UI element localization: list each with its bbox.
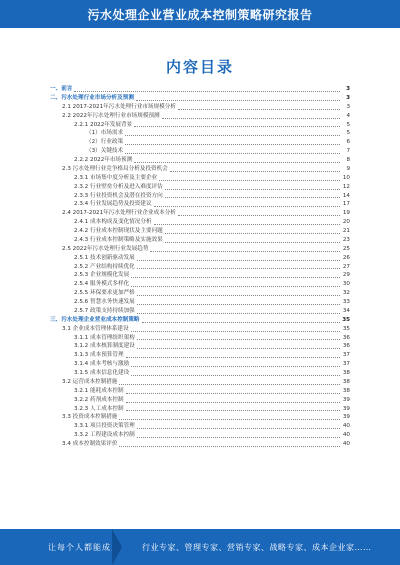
toc-entry-page: 4: [346, 112, 350, 119]
toc-leader-dots: [165, 189, 340, 190]
toc-entry[interactable]: [50, 85, 350, 94]
toc-entry[interactable]: [50, 378, 350, 387]
toc-entry-text: 3.1.1 成本管理组织架构: [74, 334, 135, 341]
toc-leader-dots: [154, 224, 340, 225]
toc-entry[interactable]: [50, 236, 350, 245]
toc-entry[interactable]: [50, 271, 350, 280]
toc-entry-page: 35: [342, 316, 350, 323]
toc-entry-text: 3.2.3 人工成本控制: [74, 405, 124, 412]
toc-leader-dots: [137, 313, 340, 314]
toc-leader-dots: [170, 171, 340, 172]
toc-leader-dots: [136, 100, 340, 101]
toc-entry-page: 38: [342, 378, 350, 385]
toc-entry[interactable]: [50, 289, 350, 298]
toc-entry-page: 26: [342, 254, 350, 261]
toc-entry[interactable]: [50, 342, 350, 351]
toc-entry-page: 40: [342, 423, 350, 430]
toc-entry-text: 2.3.4 行业发展趋势及投资建议: [74, 201, 152, 208]
toc-entry-page: 37: [342, 361, 350, 368]
toc-leader-dots: [142, 322, 340, 323]
report-title: 污水处理企业营业成本控制策略研究报告: [87, 7, 313, 22]
toc-entry-text: 2.5.3 企业规模化发展: [74, 272, 130, 279]
toc-entry-page: 36: [342, 343, 350, 350]
toc-entry-text: 2.5.2 产业结构持续优化: [74, 263, 135, 270]
toc-entry[interactable]: [50, 263, 350, 272]
toc-leader-dots: [178, 215, 340, 216]
toc-entry-text: 3.2 运营成本控制措施: [62, 378, 118, 385]
toc-entry-text: 2.3.2 行业壁垒分析及进入难度评估: [74, 183, 163, 190]
toc-entry[interactable]: [50, 360, 350, 369]
toc-entry-page: 3: [346, 86, 350, 92]
toc-leader-dots: [165, 233, 340, 234]
toc-entry-page: 40: [342, 432, 350, 439]
toc-entry-page: 38: [342, 387, 350, 394]
toc-entry-text: 2.5.6 智慧水务快速发展: [74, 299, 135, 305]
toc-entry-text: 3.3.2 工程建设成本控制: [74, 432, 135, 439]
toc-entry-page: 25: [342, 245, 350, 252]
toc-entry-page: 39: [342, 396, 350, 403]
toc-entry-page: 39: [342, 414, 350, 421]
toc-entry-page: 23: [342, 236, 350, 243]
toc-entry-text: 3.1.5 成本信息化建设: [74, 370, 130, 376]
footer-arrow-icon: [112, 529, 122, 565]
toc-entry-page: 7: [346, 148, 350, 155]
toc-entry[interactable]: [50, 200, 350, 209]
toc-entry[interactable]: [50, 431, 350, 440]
toc-entry[interactable]: [50, 396, 350, 405]
toc-entry-text: 2.3.1 市场集中度分析及主要企业: [74, 174, 158, 181]
toc-entry-text: 2.5 2022年污水处理行业发展趋势: [62, 245, 149, 252]
toc-entry-page: 35: [342, 325, 350, 332]
toc-entry-text: 2.3 污水处理行业竞争格局分析及投资机会: [62, 165, 168, 172]
toc-leader-dots: [125, 135, 340, 136]
footer-bar: [0, 529, 400, 565]
toc-entry[interactable]: [50, 369, 350, 378]
toc-entry-text: 2.2.1 2022年发展背景: [74, 121, 133, 128]
toc-entry-page: 5: [346, 121, 350, 128]
toc-leader-dots: [165, 242, 340, 243]
toc-entry-page: 8: [346, 157, 350, 163]
toc-entry-page: 36: [342, 334, 350, 341]
toc-leader-dots: [159, 180, 340, 181]
toc-leader-dots: [131, 375, 340, 376]
toc-leader-dots: [126, 393, 340, 394]
toc-entry[interactable]: [50, 334, 350, 343]
toc-leader-dots: [131, 286, 340, 287]
toc-entry-page: 34: [342, 307, 350, 314]
toc-entry[interactable]: [50, 254, 350, 263]
toc-entry[interactable]: [50, 129, 350, 138]
toc-entry-page: 5: [346, 130, 350, 137]
toc-leader-dots: [137, 260, 340, 261]
table-of-contents: [50, 85, 350, 449]
toc-entry-page: 21: [342, 228, 350, 234]
toc-entry[interactable]: [50, 103, 350, 112]
toc-entry-text: 3.1.3 成本预算管理: [74, 352, 124, 359]
toc-entry-text: 3.1 企业成本管理体系建设: [62, 325, 129, 332]
toc-entry[interactable]: [50, 147, 350, 156]
toc-entry-page: 9: [346, 165, 350, 172]
toc-leader-dots: [134, 162, 340, 163]
toc-entry-text: （1）市场需求: [86, 130, 124, 137]
toc-entry-page: 3: [346, 103, 350, 110]
toc-leader-dots: [126, 357, 340, 358]
toc-entry[interactable]: [50, 405, 350, 414]
toc-entry-page: 17: [342, 201, 350, 208]
toc-leader-dots: [137, 268, 340, 269]
toc-leader-dots: [162, 118, 340, 119]
toc-entry[interactable]: [50, 192, 350, 201]
toc-entry[interactable]: [50, 209, 350, 218]
toc-leader-dots: [137, 304, 340, 305]
toc-leader-dots: [126, 402, 340, 403]
toc-entry-page: 38: [342, 370, 350, 376]
toc-entry-page: 12: [342, 183, 350, 190]
toc-entry-text: 3.4 成本控制效果评价: [62, 441, 118, 447]
toc-leader-dots: [137, 437, 340, 438]
toc-entry-text: 一、前言: [50, 86, 73, 92]
toc-entry-text: （2）行业政策: [86, 139, 124, 146]
toc-entry-text: 2.2 2022年污水处理行业市场规模预测: [62, 112, 160, 119]
toc-entry-text: 2.5.7 政策支持持续加强: [74, 307, 135, 314]
toc-entry[interactable]: [50, 121, 350, 130]
toc-entry-text: 2.1 2017-2021年污水处理行业市场规模分析: [62, 103, 176, 110]
toc-entry-text: 2.4.1 成本构成及变化情况分析: [74, 219, 152, 226]
toc-entry-text: 3.3.1 项目投资决策管理: [74, 423, 135, 430]
toc-entry[interactable]: [50, 165, 350, 174]
toc-entry[interactable]: [50, 218, 350, 227]
toc-entry-page: 33: [342, 299, 350, 305]
toc-leader-dots: [165, 197, 340, 198]
toc-entry-page: 37: [342, 352, 350, 359]
toc-entry-text: 2.3.3 行业投资机会及潜在投资方向: [74, 192, 163, 199]
toc-entry-page: 19: [342, 210, 350, 217]
toc-entry-page: 32: [342, 290, 350, 297]
toc-entry[interactable]: [50, 183, 350, 192]
toc-entry-text: 三、污水处理企业营业成本控制策略: [50, 316, 140, 323]
toc-entry-page: 40: [342, 441, 350, 447]
toc-entry-page: 10: [342, 174, 350, 181]
toc-entry[interactable]: [50, 112, 350, 121]
toc-entry[interactable]: [50, 440, 350, 449]
toc-entry-page: 29: [342, 272, 350, 279]
toc-entry[interactable]: [50, 351, 350, 360]
toc-entry[interactable]: [50, 245, 350, 254]
toc-entry[interactable]: [50, 387, 350, 396]
toc-entry-text: 3.1.4 成本考核与激励: [74, 361, 130, 368]
toc-leader-dots: [119, 419, 340, 420]
toc-leader-dots: [131, 331, 340, 332]
toc-leader-dots: [74, 91, 340, 92]
toc-entry[interactable]: [50, 422, 350, 431]
toc-leader-dots: [178, 109, 340, 110]
toc-leader-dots: [154, 206, 340, 207]
toc-leader-dots: [119, 384, 340, 385]
toc-entry-text: 2.2.2 2022年市场预测: [74, 157, 133, 163]
toc-entry[interactable]: [50, 413, 350, 422]
toc-title: 内容目录: [165, 58, 234, 76]
toc-entry[interactable]: [50, 156, 350, 165]
toc-entry[interactable]: [50, 227, 350, 236]
toc-entry-page: 30: [342, 281, 350, 288]
report-header-bar: [0, 0, 400, 28]
toc-leader-dots: [150, 251, 340, 252]
toc-leader-dots: [134, 126, 340, 127]
toc-entry[interactable]: [50, 138, 350, 147]
toc-entry-text: 2.4 2017-2021年污水处理行业企业成本分析: [62, 210, 176, 217]
footer-tagline: 行业专家、管理专家、营销专家、战略专家、成本企业家……: [142, 542, 372, 552]
toc-entry-page: 14: [342, 192, 350, 199]
toc-leader-dots: [125, 153, 340, 154]
toc-entry-text: 3.3 投资成本控制措施: [62, 414, 118, 421]
toc-entry[interactable]: [50, 280, 350, 289]
toc-leader-dots: [125, 144, 340, 145]
toc-entry-text: 3.2.2 药剂成本控制: [74, 396, 124, 403]
toc-entry-text: 2.5.1 技术创新驱动发展: [74, 254, 135, 261]
footer-slogan: 让每个人都能成为: [48, 542, 120, 552]
toc-entry[interactable]: [50, 298, 350, 307]
toc-entry-text: 3.1.2 成本核算制度建设: [74, 343, 135, 350]
toc-entry-page: 27: [342, 263, 350, 270]
toc-entry[interactable]: [50, 94, 350, 103]
toc-leader-dots: [126, 410, 340, 411]
toc-entry-text: 2.5.5 环保要求更加严格: [74, 290, 135, 297]
toc-entry-text: （3）关键技术: [86, 148, 124, 155]
toc-entry-page: 3: [346, 94, 350, 101]
toc-entry-text: 2.4.2 行业成本控制现状及主要问题: [74, 228, 163, 234]
toc-entry-page: 6: [346, 139, 350, 146]
toc-leader-dots: [131, 366, 340, 367]
toc-leader-dots: [131, 277, 340, 278]
toc-entry[interactable]: [50, 174, 350, 183]
toc-leader-dots: [137, 339, 340, 340]
toc-entry[interactable]: [50, 307, 350, 316]
toc-leader-dots: [119, 446, 340, 447]
toc-entry[interactable]: [50, 325, 350, 334]
toc-entry-page: 39: [342, 405, 350, 412]
toc-entry-text: 2.5.4 服务模式多样化: [74, 281, 130, 288]
toc-entry-text: 二、污水处理行业市场分析及预测: [50, 94, 134, 101]
toc-entry-text: 2.4.3 行业成本控制策略及实施效果: [74, 236, 163, 243]
toc-leader-dots: [137, 295, 340, 296]
toc-leader-dots: [137, 348, 340, 349]
toc-leader-dots: [137, 428, 340, 429]
toc-entry[interactable]: [50, 316, 350, 325]
toc-entry-page: 20: [342, 219, 350, 226]
toc-entry-text: 3.2.1 能耗成本控制: [74, 387, 124, 394]
